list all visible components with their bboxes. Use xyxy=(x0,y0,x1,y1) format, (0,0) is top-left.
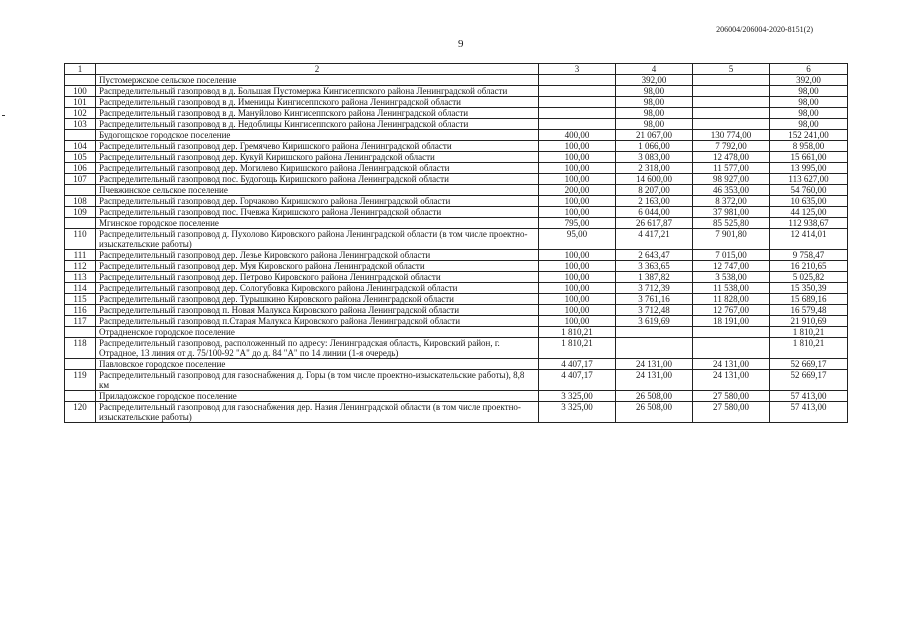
document-code: 206004/206004-2020-8151(2) xyxy=(716,25,813,34)
row-number-cell xyxy=(65,359,96,370)
amount-cell: 85 525,80 xyxy=(693,218,770,229)
amount-cell: 18 191,00 xyxy=(693,316,770,327)
row-number-cell: 112 xyxy=(65,261,96,272)
amount-cell xyxy=(539,119,616,130)
table-row xyxy=(65,283,848,294)
amount-cell: 98 927,00 xyxy=(693,174,770,185)
amount-cell: 100,00 xyxy=(539,152,616,163)
object-name-cell: Отрадненское городское поселение xyxy=(96,327,539,338)
header-cell: 2 xyxy=(96,64,539,75)
amount-cell: 100,00 xyxy=(539,196,616,207)
amount-cell: 2 163,00 xyxy=(616,196,693,207)
row-number-cell: 108 xyxy=(65,196,96,207)
object-name-cell: Распределительный газопровод в д. Мануйлово Кингисеппского района Ленинградской области xyxy=(96,108,539,119)
amount-cell: 12 747,00 xyxy=(693,261,770,272)
amount-cell: 100,00 xyxy=(539,305,616,316)
amount-cell xyxy=(616,338,693,359)
header-cell: 1 xyxy=(65,64,96,75)
subtotal-row xyxy=(65,359,848,370)
object-name-cell: Распределительный газопровод дер. Турышкино Кировского района Ленинградской области xyxy=(96,294,539,305)
amount-cell: 13 995,00 xyxy=(770,163,848,174)
subtotal-row xyxy=(65,130,848,141)
amount-cell: 98,00 xyxy=(770,97,848,108)
amount-cell: 8 207,00 xyxy=(616,185,693,196)
amount-cell: 392,00 xyxy=(616,75,693,86)
amount-cell: 98,00 xyxy=(616,119,693,130)
amount-cell: 52 669,17 xyxy=(770,359,848,370)
table-row xyxy=(65,402,848,423)
amount-cell xyxy=(693,97,770,108)
amount-cell: 8 372,00 xyxy=(693,196,770,207)
row-number-cell xyxy=(65,391,96,402)
row-number-cell: 120 xyxy=(65,402,96,423)
amount-cell: 100,00 xyxy=(539,207,616,218)
object-name-cell: Распределительный газопровод дер. Лезье Кировского района Ленинградской области xyxy=(96,250,539,261)
amount-cell xyxy=(539,75,616,86)
amount-cell: 24 131,00 xyxy=(693,370,770,391)
amount-cell: 98,00 xyxy=(616,86,693,97)
row-number-cell xyxy=(65,218,96,229)
amount-cell: 3 325,00 xyxy=(539,402,616,423)
amount-cell: 1 810,21 xyxy=(770,327,848,338)
amount-cell: 100,00 xyxy=(539,272,616,283)
row-number-cell: 106 xyxy=(65,163,96,174)
table-row xyxy=(65,119,848,130)
object-name-cell: Распределительный газопровод дер. Кукуй Киришского района Ленинградской области xyxy=(96,152,539,163)
amount-cell: 3 538,00 xyxy=(693,272,770,283)
row-number-cell xyxy=(65,185,96,196)
object-name-cell: Мгинское городское поселение xyxy=(96,218,539,229)
subtotal-row xyxy=(65,185,848,196)
amount-cell: 3 712,48 xyxy=(616,305,693,316)
amount-cell: 15 661,00 xyxy=(770,152,848,163)
row-number-cell: 115 xyxy=(65,294,96,305)
object-name-cell: Распределительный газопровод дер. Горчаково Киришского района Ленинградской области xyxy=(96,196,539,207)
amount-cell: 1 810,21 xyxy=(539,327,616,338)
row-number-cell xyxy=(65,327,96,338)
object-name-cell: Распределительный газопровод в д. Недоблицы Кингисеппского района Ленинградской области xyxy=(96,119,539,130)
object-name-cell: Распределительный газопровод в д. Именицы Кингисеппского района Ленинградской области xyxy=(96,97,539,108)
amount-cell: 100,00 xyxy=(539,141,616,152)
amount-cell xyxy=(693,327,770,338)
amount-cell: 57 413,00 xyxy=(770,391,848,402)
amount-cell: 100,00 xyxy=(539,283,616,294)
row-number-cell: 100 xyxy=(65,86,96,97)
amount-cell: 200,00 xyxy=(539,185,616,196)
subtotal-row xyxy=(65,327,848,338)
amount-cell: 100,00 xyxy=(539,174,616,185)
amount-cell: 26 508,00 xyxy=(616,402,693,423)
header-row xyxy=(65,64,848,75)
object-name-cell: Распределительный газопровод для газоснабжения дер. Назия Ленинградской области (в том числе проектно-изыскательские работы) xyxy=(96,402,539,423)
object-name-cell: Распределительный газопровод дер. Сологубовка Кировского района Ленинградской области xyxy=(96,283,539,294)
row-number-cell: 116 xyxy=(65,305,96,316)
amount-cell: 15 689,16 xyxy=(770,294,848,305)
amount-cell: 3 083,00 xyxy=(616,152,693,163)
row-number-cell: 109 xyxy=(65,207,96,218)
object-name-cell: Распределительный газопровод дер. Муя Кировского района Ленинградской области xyxy=(96,261,539,272)
object-name-cell: Распределительный газопровод дер. Могилево Киришского района Ленинградской области xyxy=(96,163,539,174)
object-name-cell: Распределительный газопровод, расположенный по адресу: Ленинградская область, Кировский район, г. Отрадное, 13 линия от д. 75/100-92 "А" до д. 84 "А" по 14 линии (1-я очередь) xyxy=(96,338,539,359)
header-cell: 5 xyxy=(693,64,770,75)
amount-cell: 9 758,47 xyxy=(770,250,848,261)
header-cell: 4 xyxy=(616,64,693,75)
row-number-cell xyxy=(65,130,96,141)
amount-cell: 46 353,00 xyxy=(693,185,770,196)
amount-cell: 24 131,00 xyxy=(616,370,693,391)
row-number-cell: 114 xyxy=(65,283,96,294)
amount-cell: 112 938,67 xyxy=(770,218,848,229)
amount-cell: 21 067,00 xyxy=(616,130,693,141)
amount-cell: 1 066,00 xyxy=(616,141,693,152)
amount-cell xyxy=(693,338,770,359)
row-number-cell: 117 xyxy=(65,316,96,327)
object-name-cell: Павловское городское поселение xyxy=(96,359,539,370)
row-number-cell: 111 xyxy=(65,250,96,261)
amount-cell: 98,00 xyxy=(770,108,848,119)
row-number-cell: 101 xyxy=(65,97,96,108)
row-number-cell: 110 xyxy=(65,229,96,250)
amount-cell xyxy=(539,108,616,119)
amount-cell xyxy=(616,327,693,338)
amount-cell: 400,00 xyxy=(539,130,616,141)
row-number-cell: 107 xyxy=(65,174,96,185)
table-row xyxy=(65,196,848,207)
object-name-cell: Распределительный газопровод пос. Будогощь Киришского района Ленинградской области xyxy=(96,174,539,185)
table-row xyxy=(65,370,848,391)
amount-cell: 4 407,17 xyxy=(539,359,616,370)
amount-cell: 11 538,00 xyxy=(693,283,770,294)
amount-cell: 113 627,00 xyxy=(770,174,848,185)
table-row xyxy=(65,272,848,283)
object-name-cell: Распределительный газопровод п.Старая Малукса Кировского района Ленинградской области xyxy=(96,316,539,327)
table-row xyxy=(65,261,848,272)
object-name-cell: Распределительный газопровод в д. Большая Пустомержа Кингисеппского района Ленинградской области xyxy=(96,86,539,97)
row-number-cell: 103 xyxy=(65,119,96,130)
row-number-cell: 119 xyxy=(65,370,96,391)
amount-cell: 7 015,00 xyxy=(693,250,770,261)
amount-cell: 1 810,21 xyxy=(770,338,848,359)
table-row xyxy=(65,207,848,218)
row-number-cell: 105 xyxy=(65,152,96,163)
table-row xyxy=(65,163,848,174)
amount-cell: 3 712,39 xyxy=(616,283,693,294)
object-name-cell: Распределительный газопровод дер. Петрово Кировского района Ленинградской области xyxy=(96,272,539,283)
table-row xyxy=(65,86,848,97)
row-number-cell: 113 xyxy=(65,272,96,283)
amount-cell: 44 125,00 xyxy=(770,207,848,218)
amount-cell: 54 760,00 xyxy=(770,185,848,196)
object-name-cell: Распределительный газопровод дер. Гремячево Киришского района Ленинградской области xyxy=(96,141,539,152)
object-name-cell: Распределительный газопровод для газоснабжения д. Горы (в том числе проектно-изыскательские работы), 8,8 км xyxy=(96,370,539,391)
amount-cell: 100,00 xyxy=(539,163,616,174)
subtotal-row xyxy=(65,218,848,229)
subtotal-row xyxy=(65,75,848,86)
table-row xyxy=(65,316,848,327)
row-number-cell: 102 xyxy=(65,108,96,119)
object-name-cell: Распределительный газопровод п. Новая Малукса Кировского района Ленинградской области xyxy=(96,305,539,316)
amount-cell: 4 407,17 xyxy=(539,370,616,391)
table-row xyxy=(65,250,848,261)
amount-cell: 11 828,00 xyxy=(693,294,770,305)
amount-cell xyxy=(693,75,770,86)
amount-cell: 24 131,00 xyxy=(693,359,770,370)
amount-cell: 795,00 xyxy=(539,218,616,229)
amount-cell: 12 478,00 xyxy=(693,152,770,163)
amount-cell: 100,00 xyxy=(539,250,616,261)
amount-cell: 21 910,69 xyxy=(770,316,848,327)
amount-cell: 3 761,16 xyxy=(616,294,693,305)
amount-cell: 12 767,00 xyxy=(693,305,770,316)
amount-cell: 27 580,00 xyxy=(693,391,770,402)
amount-cell: 27 580,00 xyxy=(693,402,770,423)
row-number-cell xyxy=(65,75,96,86)
amount-cell: 130 774,00 xyxy=(693,130,770,141)
amount-cell: 7 792,00 xyxy=(693,141,770,152)
object-name-cell: Приладожское городское поселение xyxy=(96,391,539,402)
amount-cell: 6 044,00 xyxy=(616,207,693,218)
amount-cell: 7 901,80 xyxy=(693,229,770,250)
amount-cell: 98,00 xyxy=(616,97,693,108)
header-cell: 3 xyxy=(539,64,616,75)
table-row xyxy=(65,97,848,108)
object-name-cell: Распределительный газопровод пос. Пчевжа Киришского района Ленинградской области xyxy=(96,207,539,218)
table-row xyxy=(65,152,848,163)
amount-cell: 1 387,82 xyxy=(616,272,693,283)
object-name-cell: Распределительный газопровод д. Пухолово Кировского района Ленинградской области (в том числе проектно-изыскательские работы) xyxy=(96,229,539,250)
amount-cell: 2 643,47 xyxy=(616,250,693,261)
amount-cell: 3 325,00 xyxy=(539,391,616,402)
amount-cell: 10 635,00 xyxy=(770,196,848,207)
table-row xyxy=(65,229,848,250)
table-row xyxy=(65,305,848,316)
table-row xyxy=(65,141,848,152)
amount-cell: 100,00 xyxy=(539,294,616,305)
object-name-cell: Будогощское городское поселение xyxy=(96,130,539,141)
header-cell: 6 xyxy=(770,64,848,75)
amount-cell: 11 577,00 xyxy=(693,163,770,174)
object-name-cell: Пустомержское сельское поселение xyxy=(96,75,539,86)
amount-cell: 5 025,82 xyxy=(770,272,848,283)
budget-table xyxy=(64,63,848,423)
page-number: 9 xyxy=(458,38,464,50)
amount-cell: 52 669,17 xyxy=(770,370,848,391)
object-name-cell: Пчевжинское сельское поселение xyxy=(96,185,539,196)
amount-cell: 16 210,65 xyxy=(770,261,848,272)
amount-cell: 98,00 xyxy=(770,119,848,130)
row-number-cell: 104 xyxy=(65,141,96,152)
amount-cell: 15 350,39 xyxy=(770,283,848,294)
amount-cell: 14 600,00 xyxy=(616,174,693,185)
amount-cell: 57 413,00 xyxy=(770,402,848,423)
amount-cell: 152 241,00 xyxy=(770,130,848,141)
amount-cell: 98,00 xyxy=(616,108,693,119)
amount-cell: 24 131,00 xyxy=(616,359,693,370)
amount-cell: 4 417,21 xyxy=(616,229,693,250)
amount-cell: 8 958,00 xyxy=(770,141,848,152)
amount-cell: 16 579,48 xyxy=(770,305,848,316)
table-row xyxy=(65,338,848,359)
amount-cell: 100,00 xyxy=(539,261,616,272)
amount-cell: 1 810,21 xyxy=(539,338,616,359)
amount-cell: 12 414,01 xyxy=(770,229,848,250)
amount-cell xyxy=(539,86,616,97)
amount-cell: 2 318,00 xyxy=(616,163,693,174)
amount-cell: 26 617,87 xyxy=(616,218,693,229)
margin-mark xyxy=(2,115,5,116)
table-row xyxy=(65,294,848,305)
row-number-cell: 118 xyxy=(65,338,96,359)
amount-cell xyxy=(539,97,616,108)
amount-cell: 26 508,00 xyxy=(616,391,693,402)
subtotal-row xyxy=(65,391,848,402)
amount-cell: 95,00 xyxy=(539,229,616,250)
amount-cell xyxy=(693,119,770,130)
amount-cell: 37 981,00 xyxy=(693,207,770,218)
amount-cell xyxy=(693,86,770,97)
amount-cell: 100,00 xyxy=(539,316,616,327)
table-row xyxy=(65,174,848,185)
table-row xyxy=(65,108,848,119)
amount-cell xyxy=(693,108,770,119)
amount-cell: 392,00 xyxy=(770,75,848,86)
amount-cell: 3 363,65 xyxy=(616,261,693,272)
amount-cell: 98,00 xyxy=(770,86,848,97)
amount-cell: 3 619,69 xyxy=(616,316,693,327)
